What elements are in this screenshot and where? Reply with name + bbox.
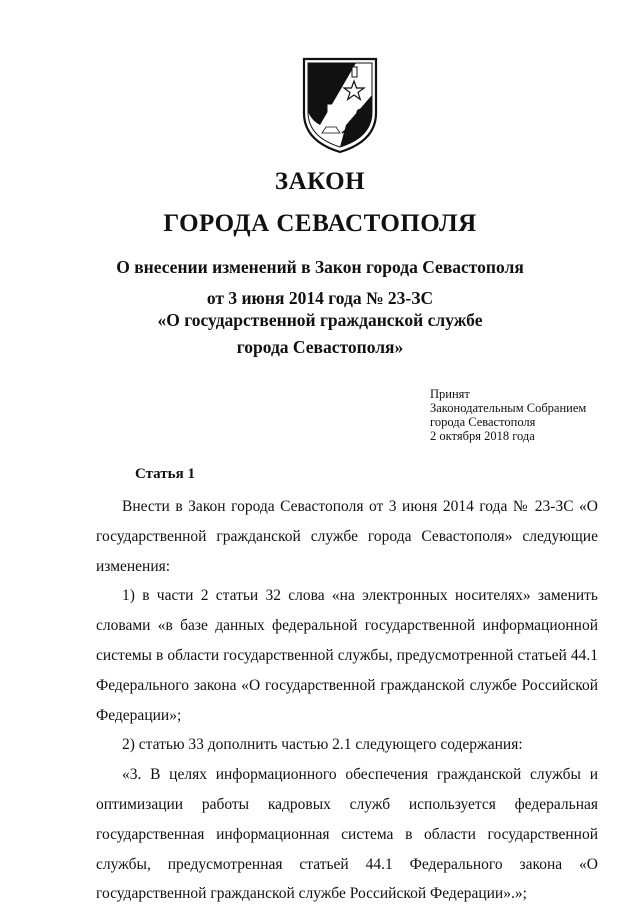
subtitle-line: «О государственной гражданской службе (157, 310, 483, 330)
article-paragraph: 1) в части 2 статьи 32 слова «на электронных носителях» заменить словами «в базе данных федеральной государственной информационной системы в области государственной службы, предусмотренной статьей 44.1 Федерального закона «О государственной гражданской службе Российской Федерации»; (96, 587, 598, 724)
article-paragraph: Внести в Закон города Севастополя от 3 июня 2014 года № 23-ЗС «О государственной гражданской службе города Севастополя» следующие изменения: (96, 498, 598, 575)
subtitle-line: города Севастополя» (236, 337, 404, 357)
adoption-note-line: 2 октября 2018 года (430, 429, 535, 443)
adoption-note-line: города Севастополя (430, 415, 536, 429)
document-type-title: ЗАКОН (274, 168, 366, 195)
article-paragraph: 2) статью 33 дополнить частью 2.1 следующего содержания: (122, 736, 523, 754)
sevastopol-coat-of-arms-icon (298, 55, 382, 155)
subtitle-line: О внесении изменений в Закон города Севастополя (116, 257, 524, 277)
adoption-note-line: Законодательным Собранием (430, 401, 587, 415)
adoption-note-line: Принят (430, 387, 470, 401)
adoption-note (430, 387, 630, 443)
issuing-authority-title: ГОРОДА СЕВАСТОПОЛЯ (163, 210, 477, 237)
article-body (96, 492, 598, 909)
article-heading: Статья 1 (135, 466, 195, 482)
subtitle-line: от 3 июня 2014 года № 23-ЗС (206, 288, 434, 308)
article-paragraph: «3. В целях информационного обеспечения гражданской службы и оптимизации работы кадровых служб используется федеральная государственная информационная система в области государственной службы, предусмотренная статьей 44.1 Федерального закона «О государственной гражданской службе Российской Федерации».»; (96, 766, 598, 903)
